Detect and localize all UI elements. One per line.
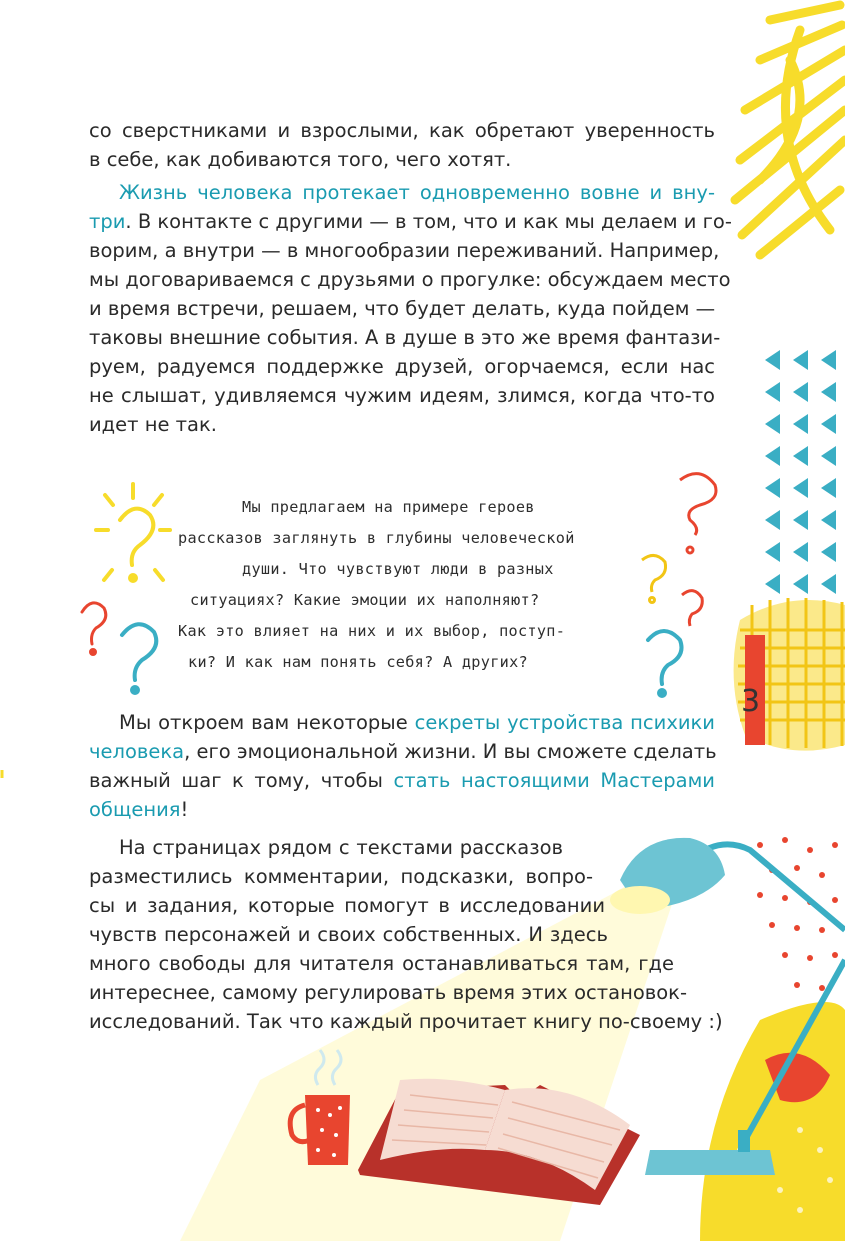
- text-line: руем, радуемся поддержке друзей, огорчаемся, если нас: [89, 355, 715, 378]
- paragraph-2: [89, 178, 732, 439]
- quote-line: ки? И как нам понять себя? А других?: [188, 653, 528, 671]
- text-line: сы и задания, которые помогут в исследовании: [89, 894, 605, 917]
- quote-line: души. Что чувствуют люди в разных: [242, 560, 554, 578]
- text-fragment: важный шаг к тому, чтобы: [89, 769, 394, 792]
- text-line: ворим, а внутри — в многообразии переживаний. Например,: [89, 239, 720, 262]
- highlighted-phrase: три: [89, 210, 126, 233]
- red-spiral-question-decoration: [680, 474, 716, 553]
- teal-triangles-decoration: [765, 350, 836, 594]
- highlighted-phrase: стать настоящими Мастерами: [393, 769, 715, 792]
- text-line: [89, 207, 732, 236]
- text-line: [89, 766, 715, 795]
- yellow-blob-decoration: [700, 1002, 845, 1241]
- handwritten-quote: [170, 492, 610, 678]
- highlighted-phrase: секреты устройства психики: [414, 711, 715, 734]
- text-fragment: Мы откроем вам некоторые: [119, 711, 415, 734]
- quote-line: Мы предлагаем на примере героев: [242, 498, 535, 516]
- teal-question-mark-decoration: [122, 624, 156, 693]
- text-line: со сверстниками и взрослыми, как обретают уверенность: [89, 119, 715, 142]
- text-line: [89, 737, 715, 766]
- highlighted-phrase: общения: [89, 798, 181, 821]
- text-line: не слышат, удивляемся чужим идеям, злимся, когда что-то: [89, 384, 715, 407]
- page-number: 3: [741, 684, 761, 719]
- paragraph-3: [89, 708, 715, 824]
- yellow-small-question-decoration: [642, 555, 666, 602]
- text-line: чувств персонажей и своих собственных. И здесь: [89, 923, 608, 946]
- text-line: исследований. Так что каждый прочитает книгу по-своему :): [89, 1010, 723, 1033]
- yellow-scribble-decoration: [735, 5, 845, 255]
- paragraph-1: [89, 116, 715, 174]
- highlighted-phrase: Жизнь человека протекает одновременно вовне и вну-: [119, 181, 715, 204]
- text-fragment: !: [180, 798, 189, 821]
- text-line: и время встречи, решаем, что будет делать, куда пойдем —: [89, 297, 716, 320]
- text-line: идет не так.: [89, 413, 217, 436]
- highlighted-phrase: человека: [89, 740, 185, 763]
- text-line: в себе, как добиваются того, чего хотят.: [89, 148, 512, 171]
- quote-line: ситуациях? Какие эмоции их наполняют?: [190, 591, 540, 609]
- text-line: интереснее, самому регулировать время этих остановок-: [89, 981, 687, 1004]
- text-fragment: . В контакте с другими — в том, что и как мы делаем и го-: [125, 210, 732, 233]
- text-line: [89, 795, 715, 824]
- quote-line: Как это влияет на них и их выбор, поступ-: [178, 622, 566, 640]
- quote-line: рассказов заглянуть в глубины человеческой: [178, 529, 575, 547]
- text-line: много свободы для читателя останавливаться там, где: [89, 952, 674, 975]
- text-line: мы договариваемся с друзьями о прогулке: обсуждаем место: [89, 268, 731, 291]
- text-line: разместились комментарии, подсказки, вопро-: [89, 865, 593, 888]
- yellow-question-mark-decoration: [96, 484, 170, 581]
- text-line: [89, 178, 715, 207]
- teal-right-question-decoration: [648, 631, 682, 696]
- paragraph-4: [89, 833, 723, 1036]
- text-line: таковы внешние события. А в душе в это же время фантази-: [89, 326, 721, 349]
- text-line: На страницах рядом с текстами рассказов: [119, 836, 563, 859]
- red-small-question-decoration: [682, 591, 702, 626]
- checkered-blob-decoration: [734, 598, 845, 751]
- text-fragment: , его эмоциональной жизни. И вы сможете сделать: [184, 740, 717, 763]
- text-line: [89, 708, 715, 737]
- red-question-mark-decoration: [82, 603, 106, 655]
